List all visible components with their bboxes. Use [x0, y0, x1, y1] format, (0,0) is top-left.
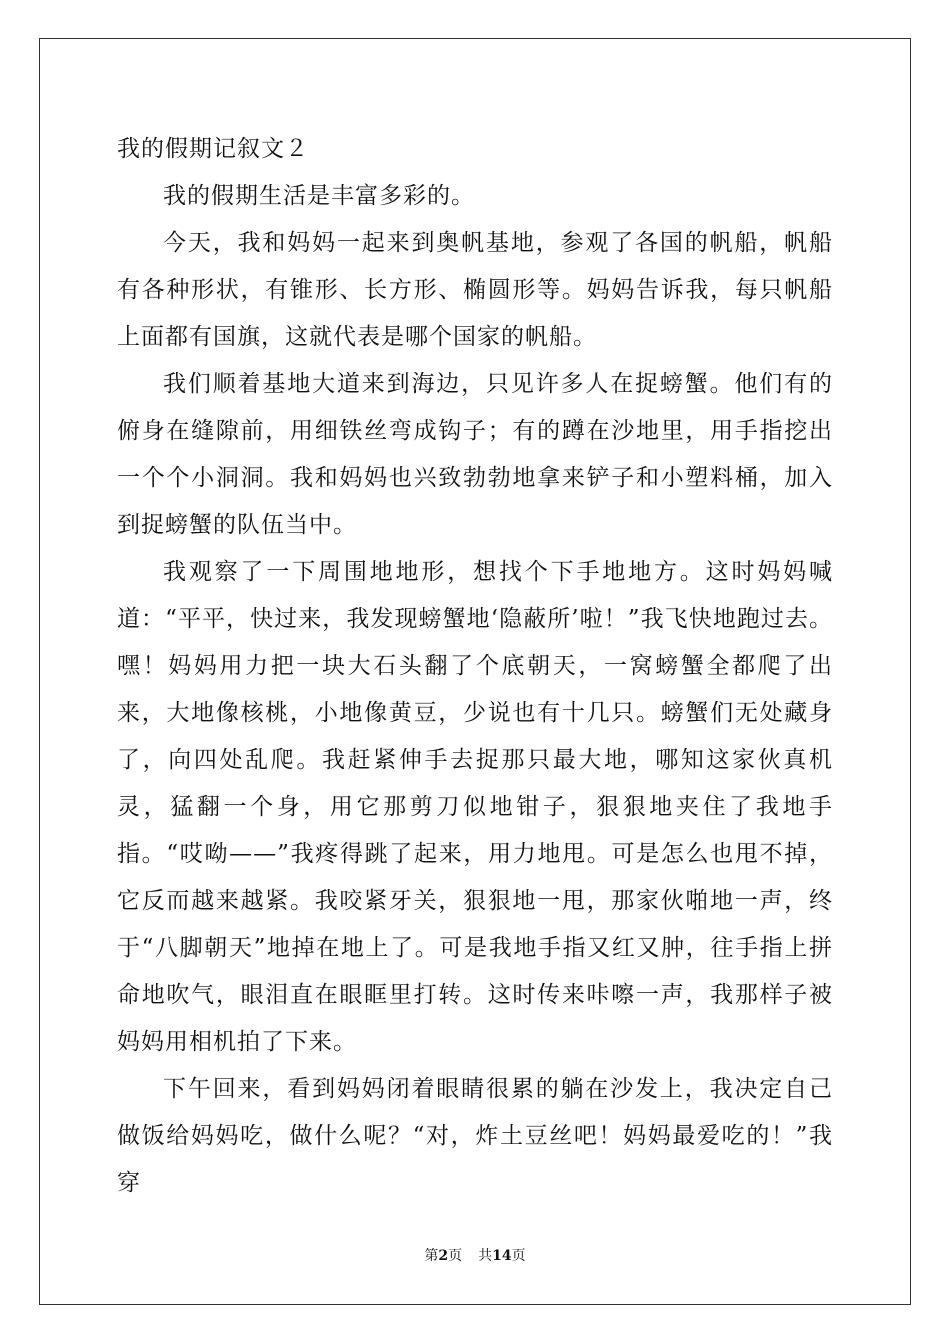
page-footer: [0, 1247, 950, 1265]
document-body: [117, 126, 833, 1196]
document-title: 我的假期记叙文２: [117, 136, 309, 162]
page-total: 共14页: [478, 1248, 526, 1264]
paragraph-5: 下午回来，看到妈妈闭着眼睛很累的躺在沙发上，我决定自己做饭给妈妈吃，做什么呢？“对，炸土豆丝吧！妈妈最爱吃的！”我穿: [117, 1076, 833, 1196]
paragraph-3: 我们顺着基地大道来到海边，只见许多人在捉螃蟹。他们有的俯身在缝隙前，用细铁丝弯成钩子；有的蹲在沙地里，用手指挖出一个个小洞洞。我和妈妈也兴致勃勃地拿来铲子和小塑料桶，加入到捉螃蟹的队伍当中。: [117, 371, 833, 538]
paragraph-1: 我的假期生活是丰富多彩的。: [163, 183, 475, 209]
page-number: 第2页: [424, 1248, 463, 1264]
paragraph-2: 今天，我和妈妈一起来到奥帆基地，参观了各国的帆船，帆船有各种形状，有锥形、长方形、椭圆形等。妈妈告诉我，每只帆船上面都有国旗，这就代表是哪个国家的帆船。: [117, 230, 833, 350]
paragraph-4: 我观察了一下周围地地形，想找个下手地地方。这时妈妈喊道：“平平，快过来，我发现螃蟹地‘隐蔽所’啦！”我飞快地跑过去。嘿！妈妈用力把一块大石头翻了个底朝天，一窝螃蟹全都爬了出来，大地像核桃，小地像黄豆，少说也有十几只。螃蟹们无处藏身了，向四处乱爬。我赶紧伸手去捉那只最大地，哪知这家伙真机灵，猛翻一个身，用它那剪刀似地钳子，狠狠地夹住了我地手指。“哎呦——”我疼得跳了起来，用力地甩。可是怎么也甩不掉，它反而越来越紧。我咬紧牙关，狠狠地一甩，那家伙啪地一声，终于“八脚朝天”地掉在地上了。可是我地手指又红又肿，往手指上拼命地吹气，眼泪直在眼眶里打转。这时传来咔嚓一声，我那样子被妈妈用相机拍了下来。: [117, 559, 833, 1055]
